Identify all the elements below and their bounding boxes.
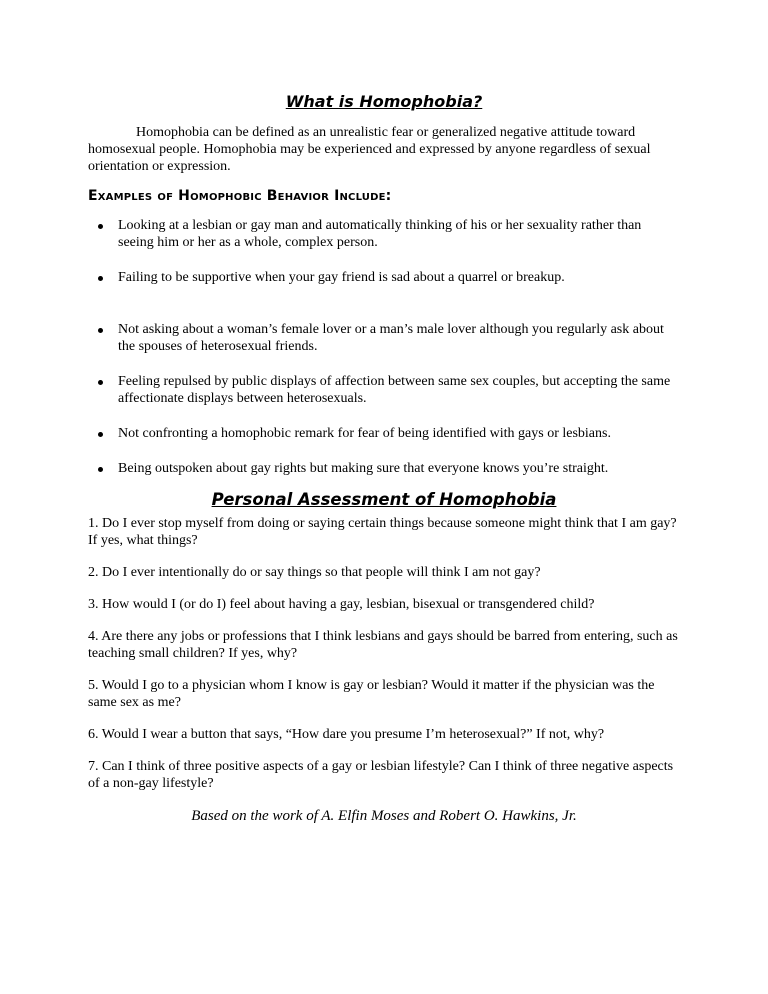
examples-list bbox=[88, 217, 680, 477]
intro-paragraph: Homophobia can be defined as an unrealistic fear or generalized negative attitude toward homosexual people. Homophobia may be experienced and expressed by anyone regardless of sexual orientation or expression. bbox=[88, 125, 651, 174]
question-item: 2. Do I ever intentionally do or say things so that people will think I am not gay? bbox=[88, 565, 541, 580]
page-title: What is Homophobia? bbox=[285, 92, 483, 111]
list-item bbox=[88, 217, 680, 251]
question-item: 1. Do I ever stop myself from doing or saying certain things because someone might think that I am gay? If yes, what things? bbox=[88, 516, 677, 548]
bullet-icon bbox=[98, 432, 103, 437]
list-item-text: Not asking about a woman’s female lover or a man’s male lover although you regularly ask about the spouses of heterosexual friends. bbox=[118, 322, 664, 354]
question-item: 4. Are there any jobs or professions that I think lesbians and gays should be barred from entering, such as teaching small children? If yes, why? bbox=[88, 629, 678, 661]
list-item bbox=[88, 460, 680, 477]
bullet-icon bbox=[98, 276, 103, 281]
list-item-text: Being outspoken about gay rights but making sure that everyone knows you’re straight. bbox=[118, 461, 609, 476]
question-item: 3. How would I (or do I) feel about having a gay, lesbian, bisexual or transgendered child? bbox=[88, 597, 595, 612]
list-item bbox=[88, 373, 680, 407]
bullet-icon bbox=[98, 328, 103, 333]
bullet-icon bbox=[98, 467, 103, 472]
list-item bbox=[88, 269, 680, 286]
list-item-text: Feeling repulsed by public displays of affection between same sex couples, but accepting the same affectionate displays between heterosexuals. bbox=[118, 374, 671, 406]
list-item bbox=[88, 425, 680, 442]
list-item-text: Looking at a lesbian or gay man and automatically thinking of his or her sexuality rather than seeing him or her as a whole, complex person. bbox=[118, 218, 642, 250]
question-item: 7. Can I think of three positive aspects of a gay or lesbian lifestyle? Can I think of three negative aspects of a non-gay lifestyle? bbox=[88, 759, 674, 791]
examples-heading: Examples of Homophobic Behavior Include: bbox=[88, 188, 392, 204]
bullet-icon bbox=[98, 224, 103, 229]
document-page bbox=[88, 92, 680, 826]
bullet-icon bbox=[98, 380, 103, 385]
credit-line: Based on the work of A. Elfin Moses and Robert O. Hawkins, Jr. bbox=[191, 808, 577, 824]
list-item-text: Failing to be supportive when your gay friend is sad about a quarrel or breakup. bbox=[118, 270, 565, 285]
assessment-heading: Personal Assessment of Homophobia bbox=[211, 490, 557, 509]
list-item-text: Not confronting a homophobic remark for fear of being identified with gays or lesbians. bbox=[118, 426, 611, 441]
question-item: 5. Would I go to a physician whom I know is gay or lesbian? Would it matter if the physician was the same sex as me? bbox=[88, 678, 655, 710]
question-item: 6. Would I wear a button that says, “How dare you presume I’m heterosexual?” If not, why? bbox=[88, 727, 605, 742]
list-item bbox=[88, 321, 680, 355]
